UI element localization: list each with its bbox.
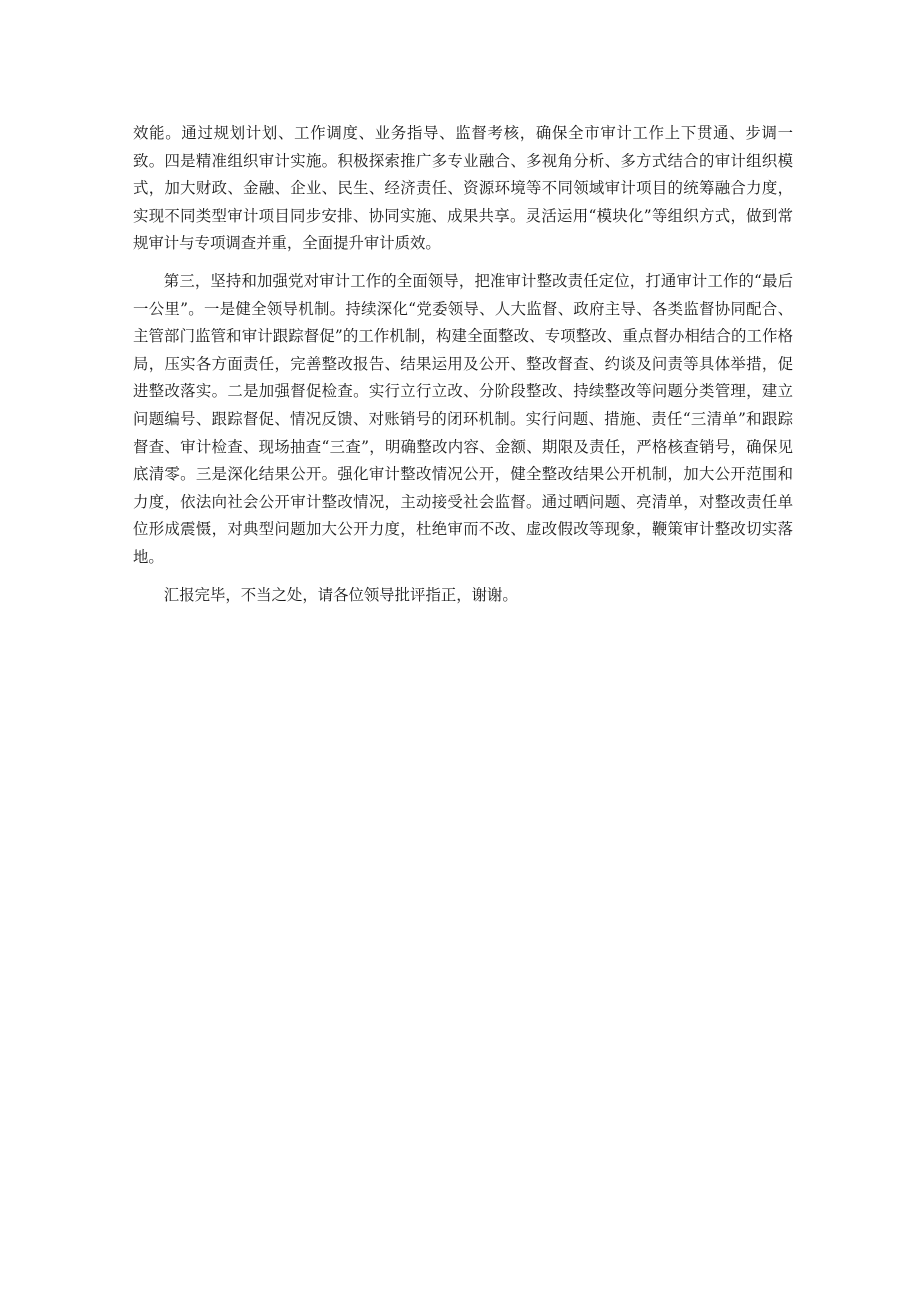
paragraph-section-three: 第三，坚持和加强党对审计工作的全面领导，把准审计整改责任定位，打通审计工作的“最后一公里”。一是健全领导机制。持续深化“党委领导、人大监督、政府主导、各类监督协同配合、主管部门监管和审计跟踪督促”的工作机制，构建全面整改、专项整改、重点督办相结合的工作格局，压实各方面责任，完善整改报告、结果运用及公开、整改督查、约谈及问责等具体举措，促进整改落实。二是加强督促检查。实行立行立改、分阶段整改、持续整改等问题分类管理，建立问题编号、跟踪督促、情况反馈、对账销号的闭环机制。实行问题、措施、责任“三清单”和跟踪督查、审计检查、现场抽查“三查”，明确整改内容、金额、期限及责任，严格核查销号，确保见底清零。三是深化结果公开。强化审计整改情况公开，健全整改结果公开机制，加大公开范围和力度，依法向社会公开审计整改情况，主动接受社会监督。通过晒问题、亮清单，对整改责任单位形成震慑，对典型问题加大公开力度，杜绝审而不改、虚改假改等现象，鞭策审计整改切实落地。 bbox=[133, 271, 793, 566]
paragraph-continuation: 效能。通过规划计划、工作调度、业务指导、监督考核，确保全市审计工作上下贯通、步调一致。四是精准组织审计实施。积极探索推广多专业融合、多视角分析、多方式结合的审计组织模式，加大财政、金融、企业、民生、经济责任、资源环境等不同领域审计项目的统筹融合力度，实现不同类型审计项目同步安排、协同实施、成果共享。灵活运用“模块化”等组织方式，做到常规审计与专项调查并重，全面提升审计质效。 bbox=[133, 124, 793, 253]
document-body bbox=[133, 120, 793, 619]
paragraph-closing: 汇报完毕，不当之处，请各位领导批评指正，谢谢。 bbox=[163, 585, 518, 604]
